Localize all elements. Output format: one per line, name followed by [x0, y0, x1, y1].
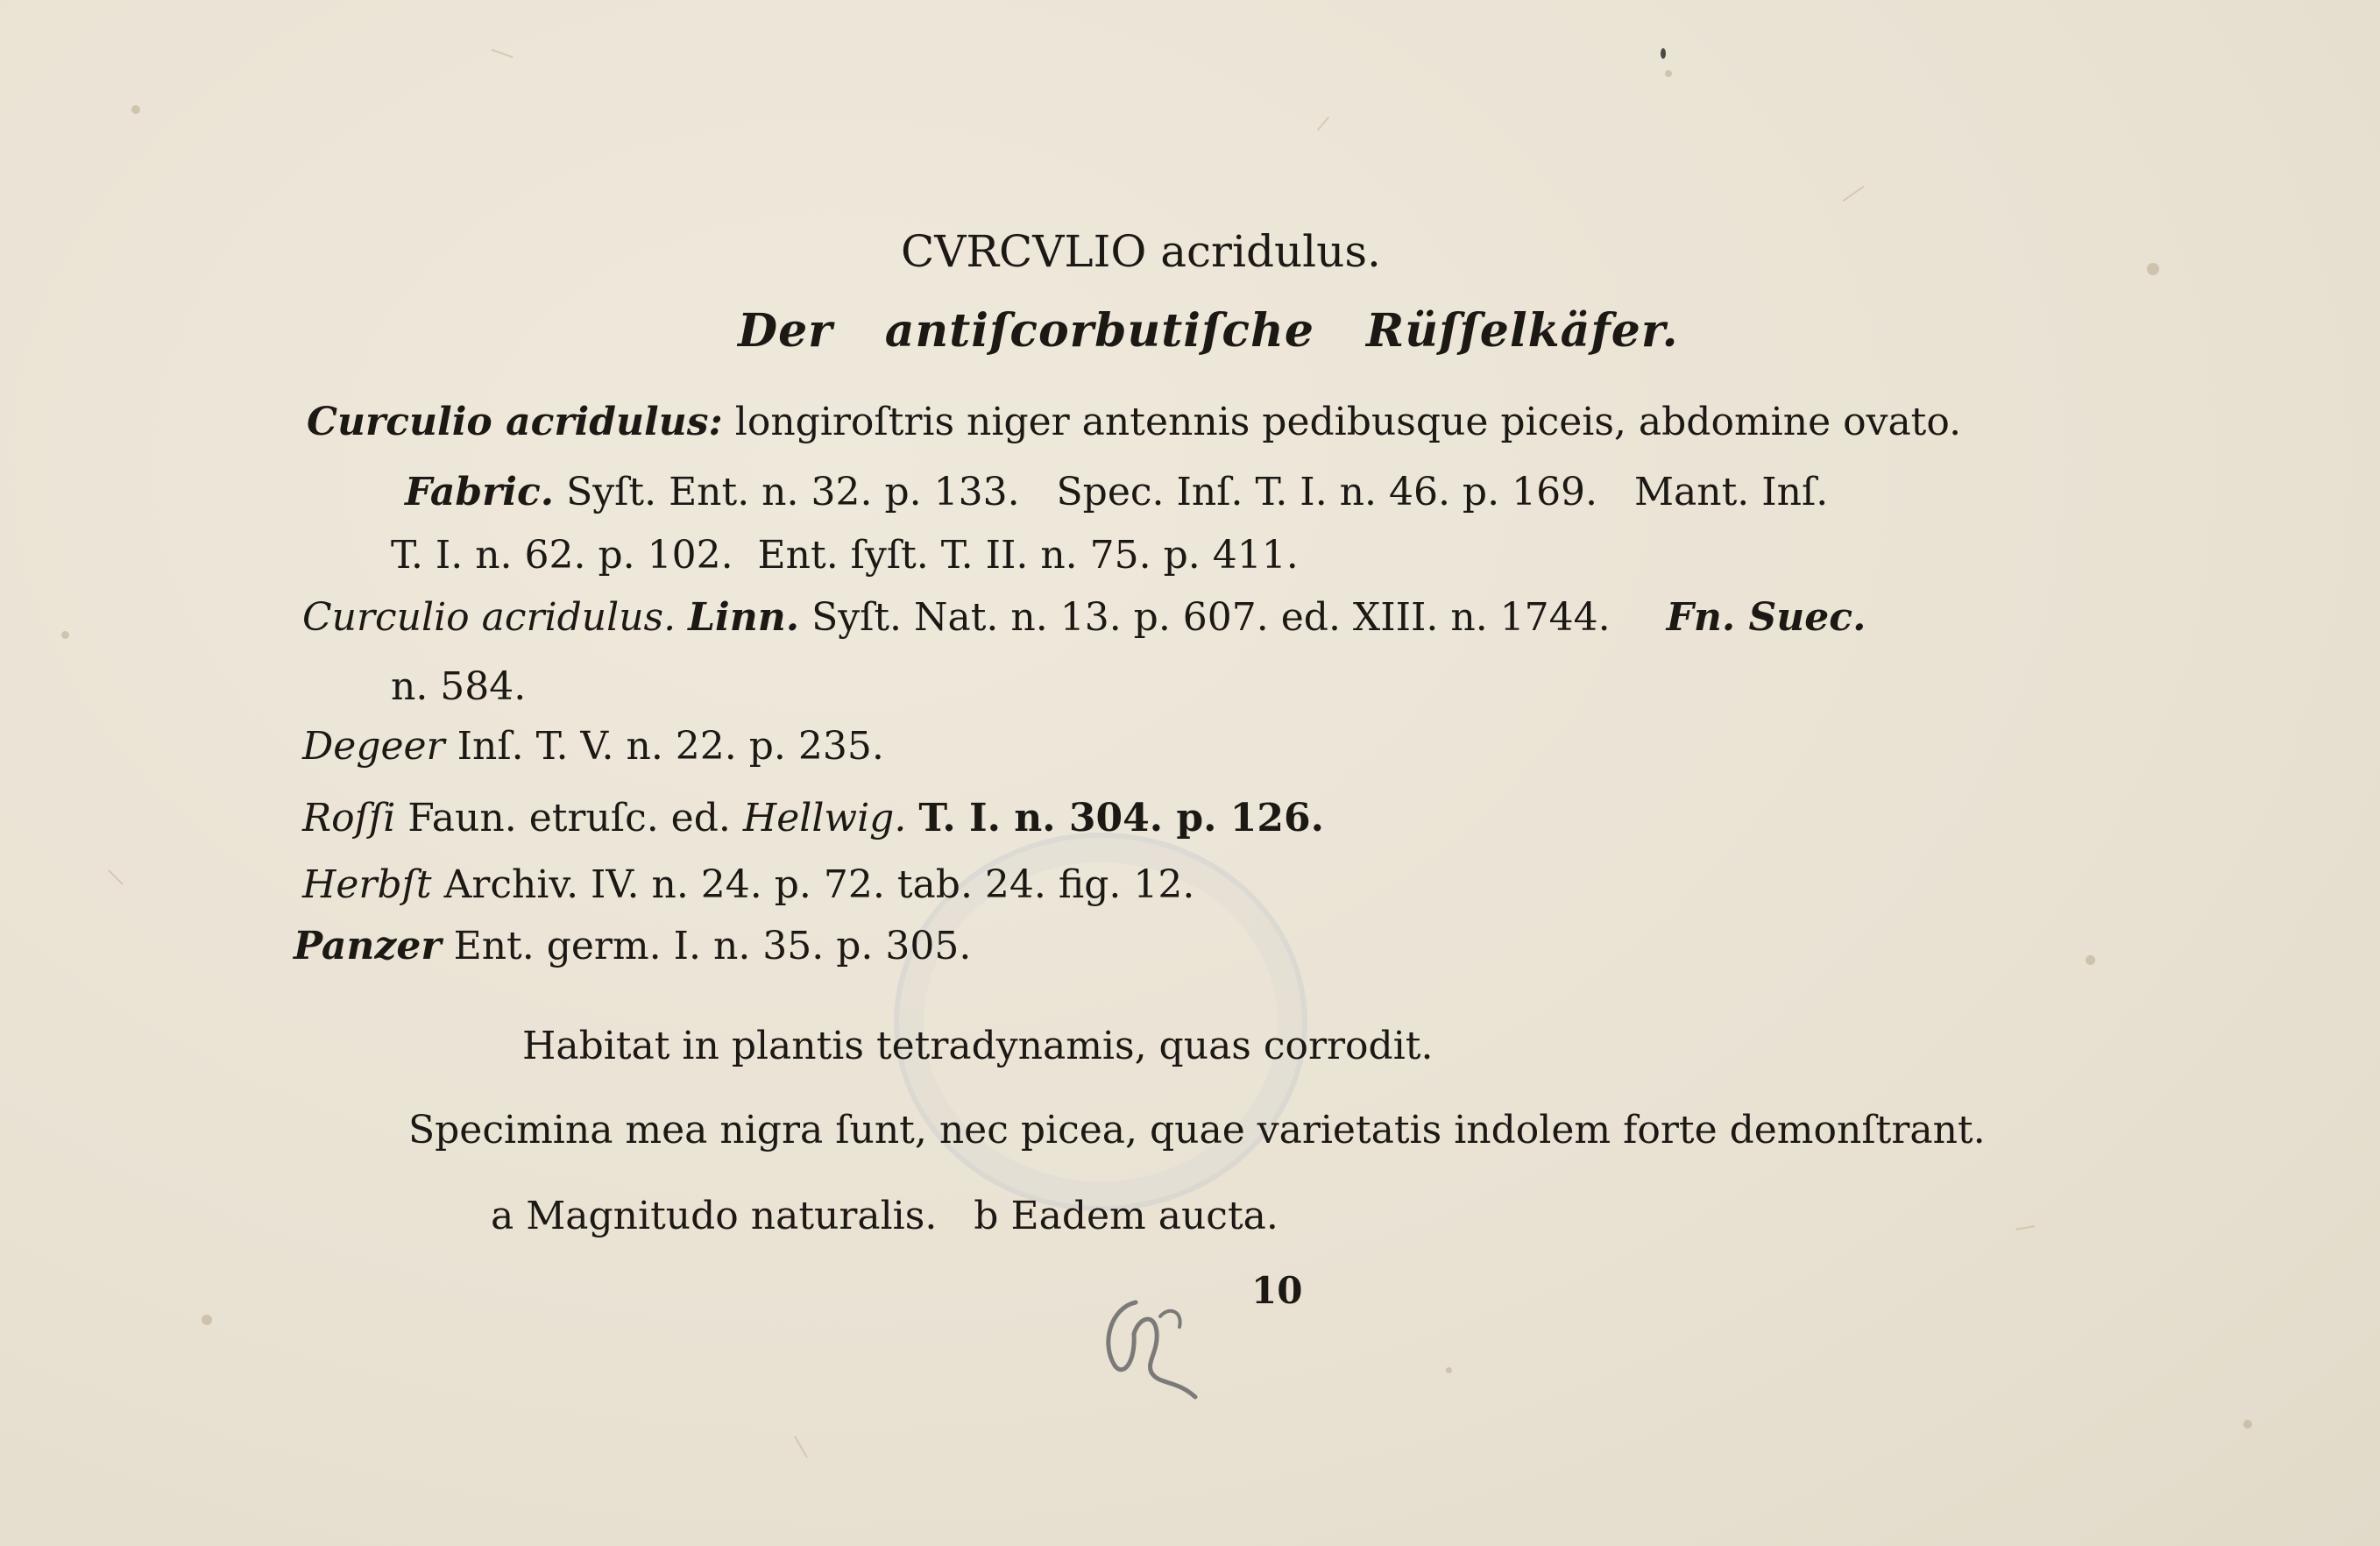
- entry-text: Ent. germ. I. n. 35. p. 305.: [453, 924, 972, 968]
- entry-line: [405, 470, 1829, 514]
- entry-name: Curculio acridulus: [307, 400, 709, 444]
- paper-fiber: [491, 49, 513, 59]
- entry-text: T. I. n. 62. p. 102. Ent. ſyſt. T. II. n. 75. p. 411.: [391, 533, 1299, 578]
- subtitle-word-2: antiſcorbutiſche: [884, 304, 1314, 358]
- entry-line: [391, 664, 527, 709]
- entry-text: longiroſtris niger antennis pedibusque piceis, abdomine ovato.: [734, 400, 1962, 444]
- habitat-text: Habitat in plantis tetradynamis, quas corrodit.: [522, 1024, 1434, 1068]
- entry-name: Curculio acridulus.: [302, 595, 676, 640]
- page-subtitle: [738, 304, 1679, 358]
- entry-text: Archiv. IV. n. 24. p. 72. tab. 24. fig. 12.: [443, 862, 1195, 907]
- entry-name: Roſſi: [302, 796, 396, 840]
- paper-fiber: [794, 1436, 808, 1457]
- paper-fiber: [2015, 1225, 2035, 1230]
- subtitle-word-1: Der: [738, 304, 833, 358]
- entry-text: Faun. etruſc. ed.: [407, 796, 731, 840]
- plate-number: 10: [1251, 1269, 1303, 1312]
- entry-line: [302, 796, 1324, 840]
- caption-b-text: Eadem aucta.: [1010, 1194, 1279, 1238]
- pencil-mark-icon: [1085, 1281, 1216, 1413]
- caption-a-text: Magnitudo naturalis.: [526, 1194, 938, 1238]
- title-species: acridulus.: [1160, 226, 1381, 277]
- paper-speck: [2086, 955, 2095, 965]
- entry-name-3: Fn. Suec.: [1666, 595, 1866, 640]
- paper-speck: [1446, 1367, 1452, 1373]
- paper-speck: [61, 631, 69, 639]
- entry-name: Herbſt: [302, 862, 432, 907]
- entry-name: Degeer: [302, 724, 445, 769]
- entry-line: [302, 862, 1195, 907]
- specimen-note: Specimina mea nigra ſunt, nec picea, quae varietatis indolem forte demonſtrant.: [408, 1108, 1986, 1152]
- paper-fiber: [108, 869, 124, 885]
- entry-name-2: Hellwig.: [742, 796, 907, 840]
- caption-a-label: a: [491, 1194, 514, 1238]
- ink-dot: [1661, 48, 1666, 59]
- paper-speck: [1665, 70, 1672, 77]
- caption-b-label: b: [974, 1194, 999, 1238]
- entry-name-2: Linn.: [688, 595, 800, 640]
- entry-line: [302, 595, 1866, 640]
- entry-text: n. 584.: [391, 664, 527, 709]
- entry-line: [302, 724, 884, 769]
- paper-speck: [202, 1315, 212, 1325]
- paper-fiber: [1842, 186, 1865, 202]
- entry-line: [391, 533, 1299, 578]
- entry-text: Inſ. T. V. n. 22. p. 235.: [457, 724, 884, 769]
- entry-separator: :: [708, 400, 723, 444]
- title-genus: CVRCVLIO: [901, 226, 1147, 277]
- paper-speck: [2147, 263, 2159, 275]
- paper-speck: [2243, 1420, 2252, 1429]
- entry-line: [307, 400, 1962, 444]
- figure-caption: [491, 1194, 1279, 1238]
- page-title: [901, 226, 1381, 277]
- entry-text: Syſt. Nat. n. 13. p. 607. ed. XIII. n. 1744.: [811, 595, 1611, 640]
- entry-text: Syſt. Ent. n. 32. p. 133. Spec. Inſ. T. I. n. 46. p. 169. Mant. Inſ.: [566, 470, 1829, 514]
- paper-fiber: [1317, 117, 1329, 131]
- entry-line: [294, 924, 972, 968]
- paper-speck: [131, 105, 140, 114]
- entry-name: Panzer: [294, 924, 442, 968]
- entry-name: Fabric.: [405, 470, 555, 514]
- subtitle-word-3: Rüſſelkäfer.: [1366, 304, 1679, 358]
- entry-text-2: T. I. n. 304. p. 126.: [918, 796, 1324, 840]
